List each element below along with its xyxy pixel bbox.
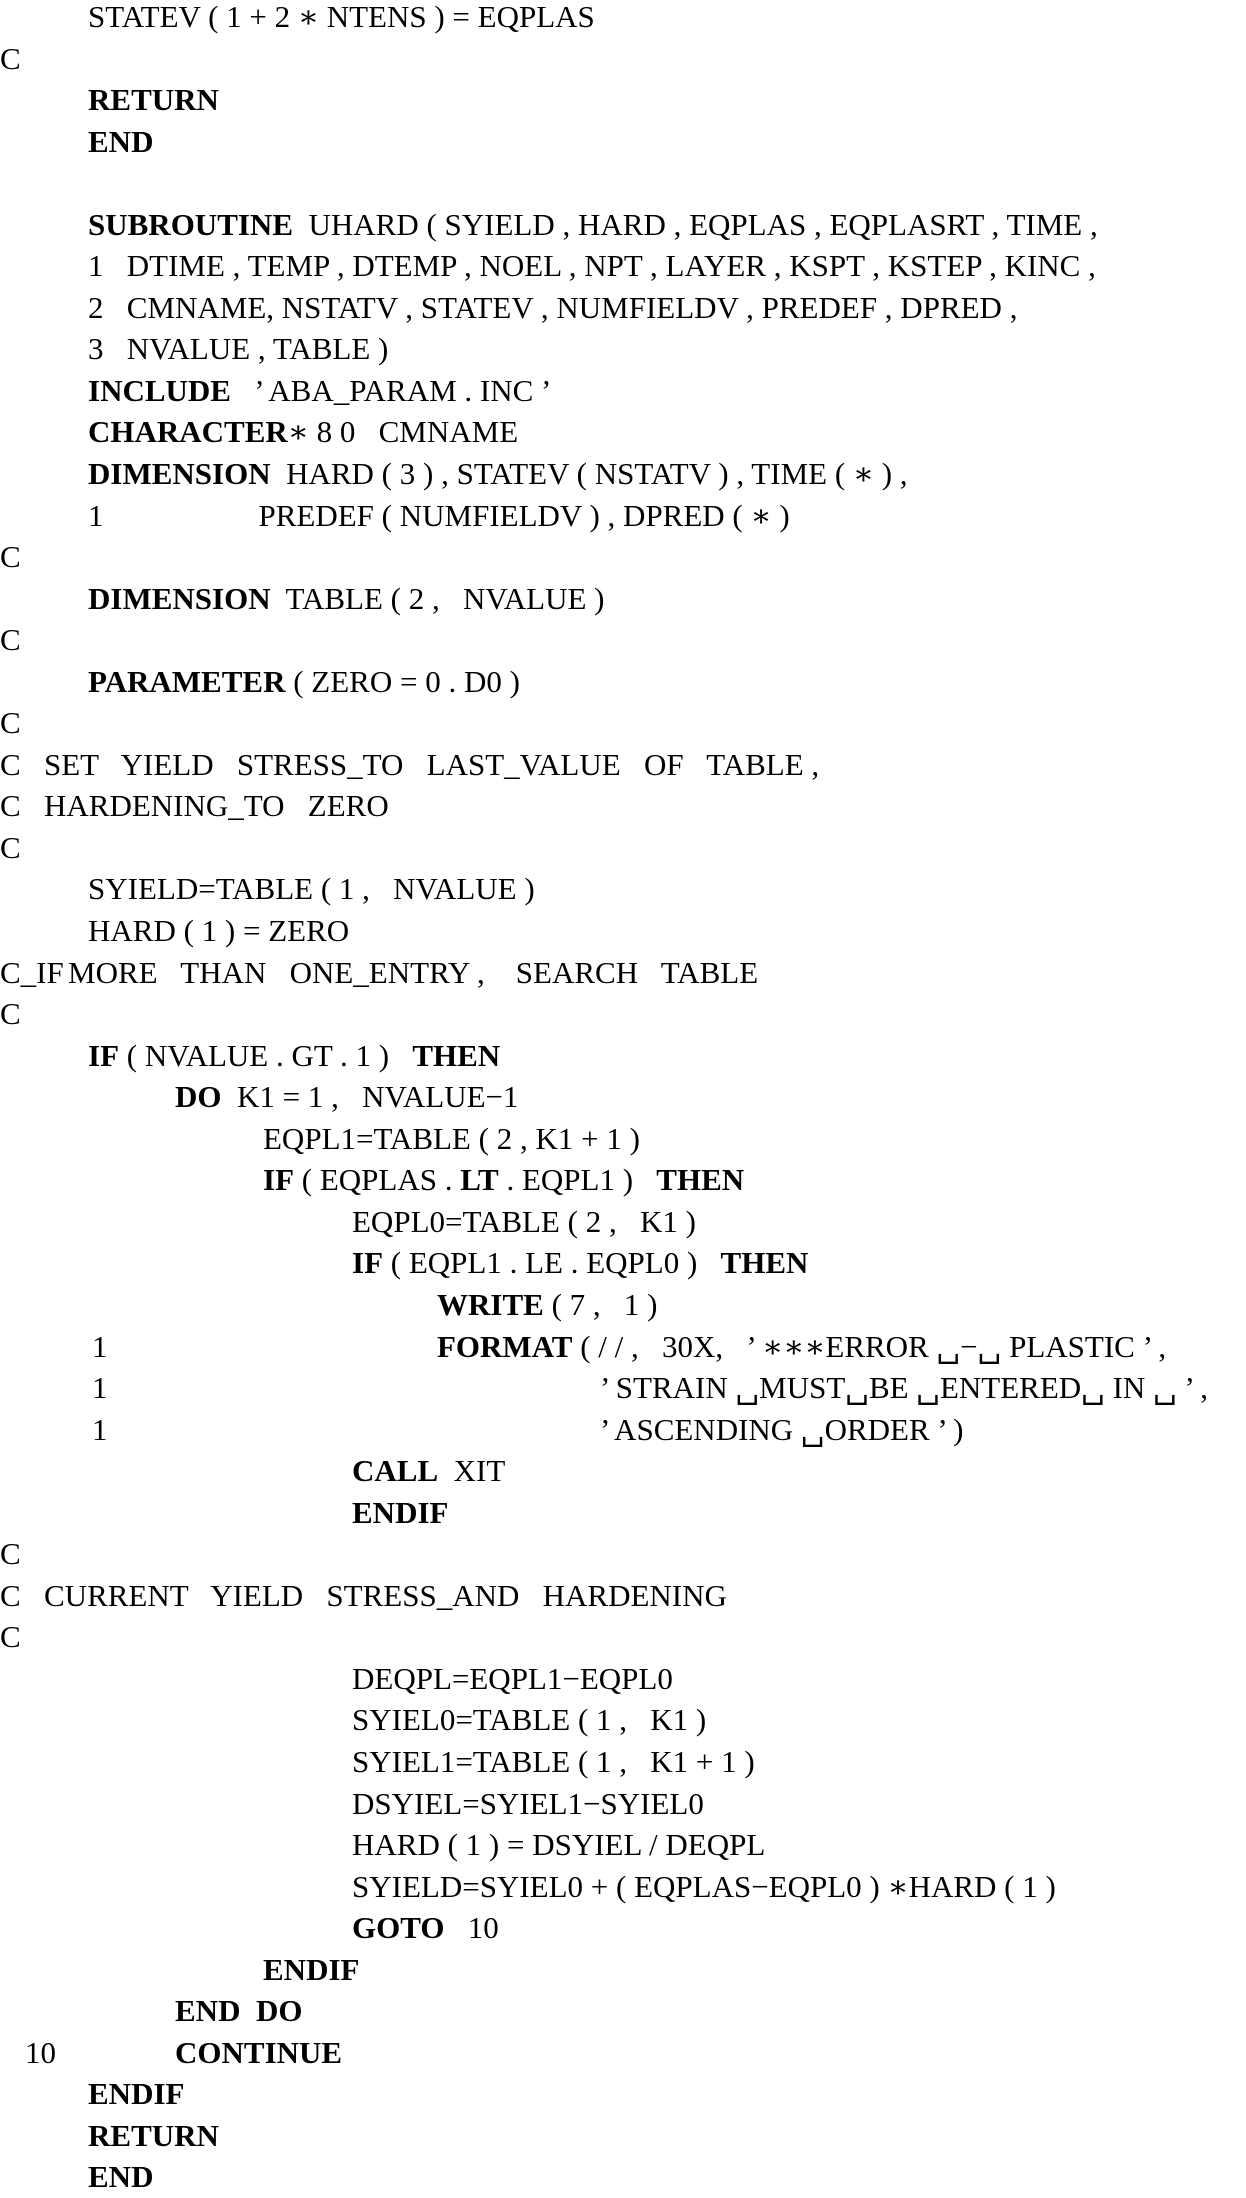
code-text [437, 1326, 1166, 1368]
statement-label: 10 [25, 2034, 56, 2070]
comment-marker: C [0, 622, 21, 658]
code-line [0, 162, 1246, 204]
keyword: THEN [720, 1245, 809, 1281]
code-token: 1 PREDEF ( NUMFIELDV ) , DPRED ( ∗ ) [88, 497, 790, 533]
keyword: IF [352, 1245, 383, 1281]
code-text [352, 1699, 706, 1741]
code-line [0, 910, 1246, 952]
code-line [0, 2115, 1246, 2157]
code-line [0, 1076, 1246, 1118]
code-token: ’ STRAIN ␣MUST␣BE ␣ENTERED␣ IN ␣ ’ , [600, 1370, 1209, 1406]
code-text [44, 1575, 727, 1617]
code-token: HARDENING_TO ZERO [44, 788, 389, 824]
code-text [88, 910, 349, 952]
code-token: . EQPL1 ) [498, 1162, 657, 1198]
code-text [88, 2115, 219, 2157]
keyword: CALL [352, 1453, 439, 1489]
code-text [88, 287, 1017, 329]
code-text [175, 1990, 302, 2032]
code-line [0, 2073, 1246, 2115]
code-token: SET YIELD STRESS_TO LAST_VALUE OF TABLE , [44, 746, 820, 782]
code-line [0, 287, 1246, 329]
code-line [0, 38, 1246, 80]
code-line [0, 0, 1246, 38]
keyword: LT [460, 1162, 499, 1198]
code-token: 10 [444, 1910, 499, 1946]
keyword: THEN [412, 1037, 501, 1073]
code-text [352, 1492, 448, 1534]
keyword: WRITE [437, 1286, 544, 1322]
code-line [0, 661, 1246, 703]
code-text [437, 1284, 657, 1326]
keyword: END [88, 123, 154, 159]
keyword: DO [175, 1079, 222, 1115]
code-text [175, 2032, 342, 2074]
code-line [0, 1367, 1246, 1409]
code-text [352, 1741, 755, 1783]
code-text [88, 245, 1096, 287]
keyword: THEN [656, 1162, 745, 1198]
keyword: ENDIF [352, 1494, 449, 1530]
code-token: 3 NVALUE , TABLE ) [88, 331, 389, 367]
continuation-mark: 1 [92, 1328, 108, 1364]
code-text [88, 370, 551, 412]
code-line [0, 370, 1246, 412]
code-line [0, 827, 1246, 869]
code-line [0, 1242, 1246, 1284]
code-line [0, 1866, 1246, 1908]
code-line [0, 578, 1246, 620]
comment-marker: C [0, 746, 21, 782]
keyword: INCLUDE [88, 372, 231, 408]
code-line [0, 536, 1246, 578]
code-line [0, 495, 1246, 537]
code-text [600, 1367, 1208, 1409]
code-token: XIT [438, 1453, 506, 1489]
code-line [0, 1616, 1246, 1658]
code-token: CURRENT YIELD STRESS_AND HARDENING [44, 1577, 727, 1613]
code-text [352, 1824, 765, 1866]
keyword: DIMENSION [88, 456, 271, 492]
keyword: IF [263, 1162, 294, 1198]
code-token: ’ ASCENDING ␣ORDER ’ ) [600, 1411, 964, 1447]
code-line [0, 1326, 1246, 1368]
code-text [352, 1242, 808, 1284]
code-text [175, 1076, 519, 1118]
code-line [0, 453, 1246, 495]
code-line [0, 204, 1246, 246]
code-line [0, 328, 1246, 370]
code-text [88, 2156, 153, 2198]
code-token: HARD ( 3 ) , STATEV ( NSTATV ) , TIME ( ∗ ) , [270, 456, 908, 492]
continuation-mark: 1 [92, 1411, 108, 1447]
code-text [88, 79, 219, 121]
code-line [0, 121, 1246, 163]
code-line [0, 1035, 1246, 1077]
comment-marker: C [0, 705, 21, 741]
code-line [0, 744, 1246, 786]
code-token: K1 = 1 , NVALUE−1 [221, 1079, 519, 1115]
code-text [88, 411, 518, 453]
code-token: SYIEL1=TABLE ( 1 , K1 + 1 ) [352, 1743, 755, 1779]
code-line [0, 702, 1246, 744]
code-token: ’ ABA_PARAM . INC ’ [230, 372, 552, 408]
code-token: EQPL1=TABLE ( 2 , K1 + 1 ) [263, 1120, 640, 1156]
code-line [0, 993, 1246, 1035]
code-line [0, 1907, 1246, 1949]
code-token: SYIELD=TABLE ( 1 , NVALUE ) [88, 871, 535, 907]
code-line [0, 411, 1246, 453]
keyword: IF [88, 1037, 119, 1073]
code-text [263, 1949, 359, 1991]
code-text [352, 1907, 499, 1949]
code-token: ( NVALUE . GT . 1 ) [119, 1037, 413, 1073]
code-text [352, 1866, 1056, 1908]
keyword: FORMAT [437, 1328, 573, 1364]
code-token: 1 DTIME , TEMP , DTEMP , NOEL , NPT , LAYER , KSPT , KSTEP , KINC , [88, 248, 1096, 284]
comment-marker: C [0, 829, 21, 865]
code-token: ( EQPLAS . [294, 1162, 461, 1198]
comment-marker: C [0, 539, 21, 575]
keyword: ENDIF [88, 2076, 185, 2112]
code-text [68, 952, 758, 994]
code-token: HARD ( 1 ) = ZERO [88, 913, 350, 949]
code-token: ( EQPL1 . LE . EQPL0 ) [383, 1245, 721, 1281]
code-token: DSYIEL=SYIEL1−SYIEL0 [352, 1785, 704, 1821]
comment-marker: C [0, 1577, 21, 1613]
code-text [88, 495, 790, 537]
code-text [88, 204, 1098, 246]
code-line [0, 79, 1246, 121]
code-line [0, 1658, 1246, 1700]
code-line [0, 1159, 1246, 1201]
code-token: STATEV ( 1 + 2 ∗ NTENS ) = EQPLAS [88, 0, 595, 34]
code-text [88, 328, 388, 370]
keyword: RETURN [88, 2117, 219, 2153]
code-line [0, 1990, 1246, 2032]
code-token: DEQPL=EQPL1−EQPL0 [352, 1660, 673, 1696]
code-line [0, 245, 1246, 287]
code-line [0, 619, 1246, 661]
code-token: SYIELD=SYIEL0 + ( EQPLAS−EQPL0 ) ∗HARD ( 1 ) [352, 1868, 1056, 1904]
code-line [0, 1409, 1246, 1451]
code-text [88, 868, 535, 910]
code-text [600, 1409, 964, 1451]
code-token: ∗ 8 0 CMNAME [287, 414, 519, 450]
code-token: EQPL0=TABLE ( 2 , K1 ) [352, 1203, 696, 1239]
keyword: END [88, 2159, 154, 2195]
code-line [0, 1450, 1246, 1492]
code-token: ( / / , 30X, ’ ∗∗∗ERROR ␣−␣ PLASTIC ’ , [572, 1328, 1167, 1364]
code-text [352, 1783, 704, 1825]
code-text [44, 744, 819, 786]
code-token: 2 CMNAME, NSTATV , STATEV , NUMFIELDV , PREDEF , DPRED , [88, 289, 1018, 325]
code-token: UHARD ( SYIELD , HARD , EQPLAS , EQPLASRT , TIME , [293, 206, 1098, 242]
code-text [352, 1201, 696, 1243]
continuation-mark: 1 [92, 1370, 108, 1406]
keyword: GOTO [352, 1910, 445, 1946]
comment-marker: C [0, 1536, 21, 1572]
code-line [0, 1699, 1246, 1741]
comment-marker: C [0, 788, 21, 824]
code-line [0, 1824, 1246, 1866]
comment-marker: C [0, 996, 21, 1032]
code-line [0, 1284, 1246, 1326]
code-text [352, 1450, 505, 1492]
code-line [0, 868, 1246, 910]
comment-marker: C_IF [0, 954, 64, 990]
code-token: SYIEL0=TABLE ( 1 , K1 ) [352, 1702, 707, 1738]
keyword: CONTINUE [175, 2034, 343, 2070]
code-line [0, 952, 1246, 994]
code-line [0, 1201, 1246, 1243]
comment-marker: C [0, 40, 21, 76]
code-token: ( 7 , 1 ) [543, 1286, 658, 1322]
code-text [88, 0, 595, 38]
code-text [88, 121, 153, 163]
keyword: SUBROUTINE [88, 206, 293, 242]
code-line [0, 1118, 1246, 1160]
code-token: TABLE ( 2 , NVALUE ) [270, 580, 605, 616]
code-text [88, 1035, 500, 1077]
code-line [0, 1783, 1246, 1825]
code-token: MORE THAN ONE_ENTRY , SEARCH TABLE [68, 954, 759, 990]
code-text [88, 578, 605, 620]
keyword: ENDIF [263, 1951, 360, 1987]
code-line [0, 1741, 1246, 1783]
code-line [0, 2156, 1246, 2198]
keyword: RETURN [88, 82, 219, 118]
code-line [0, 1949, 1246, 1991]
code-line [0, 1492, 1246, 1534]
keyword: DIMENSION [88, 580, 271, 616]
code-text [88, 453, 908, 495]
code-text [263, 1118, 640, 1160]
code-text [352, 1658, 673, 1700]
code-token: HARD ( 1 ) = DSYIEL / DEQPL [352, 1827, 766, 1863]
comment-marker: C [0, 1619, 21, 1655]
code-line [0, 1575, 1246, 1617]
code-line [0, 785, 1246, 827]
code-text [88, 661, 520, 703]
code-token: ( ZERO = 0 . D0 ) [285, 663, 520, 699]
code-text [263, 1159, 744, 1201]
code-text [44, 785, 389, 827]
keyword: CHARACTER [88, 414, 288, 450]
keyword: END DO [175, 1993, 303, 2029]
keyword: PARAMETER [88, 663, 286, 699]
code-line [0, 1533, 1246, 1575]
code-text [88, 2073, 184, 2115]
code-line [0, 2032, 1246, 2074]
